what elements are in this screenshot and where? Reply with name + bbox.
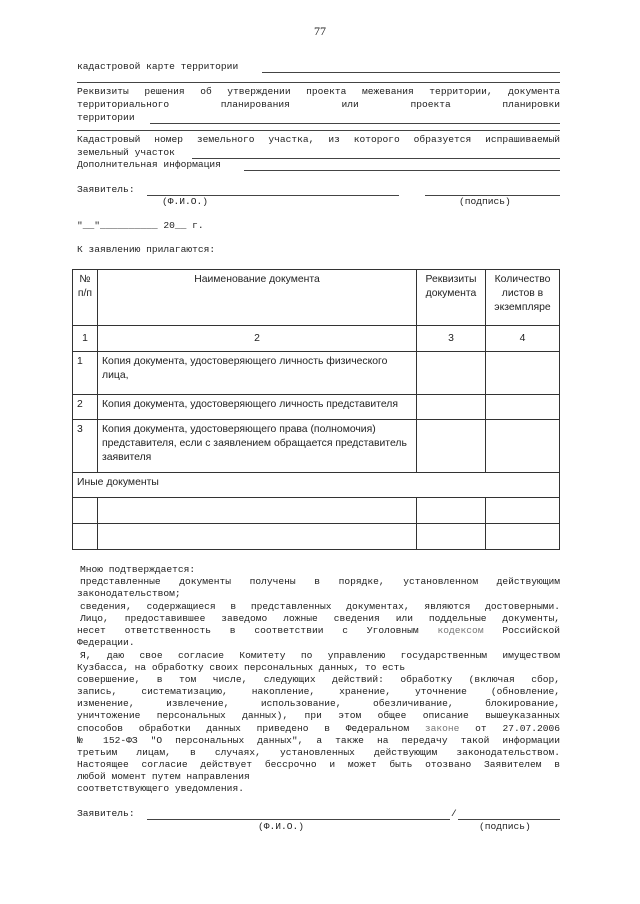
signature-caption: (подпись) xyxy=(459,196,511,207)
final-fio-caption: (Ф.И.О.) xyxy=(258,821,305,832)
cadastral-number-line1: Кадастровый номер земельного участка, из которого образуется испрашиваемый xyxy=(77,134,560,145)
header-num: № п/п xyxy=(73,270,98,326)
header-requisites: Реквизиты документа xyxy=(417,270,486,326)
page-number: 77 xyxy=(314,24,326,38)
row-num: 2 xyxy=(73,395,98,420)
row-num: 3 xyxy=(73,420,98,473)
additional-info-label: Дополнительная информация xyxy=(77,159,221,170)
final-name-line xyxy=(147,819,450,820)
applicant-label: Заявитель: xyxy=(77,184,135,195)
confirm-p3-text: Российской xyxy=(502,625,560,636)
consent-l7 xyxy=(77,723,560,736)
col-number: 2 xyxy=(98,326,417,352)
attachments-table xyxy=(72,269,560,550)
consent-l7-text: способов обработки данных приведено в Федеральном xyxy=(77,723,410,734)
fill-line xyxy=(150,123,560,124)
confirm-p1-l2: законодательством; xyxy=(77,588,181,599)
consent-l6: уничтожение персональных данных), при этом общее описание вышеуказанных xyxy=(77,710,560,721)
row-requisites-cell xyxy=(417,395,486,420)
slash: / xyxy=(451,808,457,819)
row-requisites-cell xyxy=(417,352,486,395)
consent-l7-text: от 27.07.2006 xyxy=(475,723,561,734)
date-line: "__"__________ 20__ г. xyxy=(77,220,204,231)
row-doc-name: Копия документа, удостоверяющего личность физического лица, xyxy=(98,352,417,395)
confirm-p3-l1: Лицо, предоставившее заведомо ложные сведения или поддельные документы, xyxy=(80,613,560,624)
confirm-p3-l2 xyxy=(77,625,560,638)
fio-caption: (Ф.И.О.) xyxy=(162,196,209,207)
col-number: 4 xyxy=(486,326,560,352)
table-row xyxy=(73,498,560,524)
row-num: 1 xyxy=(73,352,98,395)
table-row xyxy=(73,524,560,550)
row-count-cell xyxy=(486,395,560,420)
consent-l5: изменение, извлечение, использование, обезличивание, блокирование, xyxy=(77,698,560,709)
criminal-code-link[interactable]: кодексом xyxy=(437,625,484,636)
cadastral-number-line2: земельный участок xyxy=(77,147,175,158)
cadastral-map-label: кадастровой карте территории xyxy=(77,61,239,72)
other-docs-row: Иные документы xyxy=(73,473,560,498)
row-doc-name: Копия документа, удостоверяющего личность представителя xyxy=(98,395,417,420)
consent-l12: соответствующего уведомления. xyxy=(77,783,244,794)
fill-line xyxy=(244,170,560,171)
col-number: 3 xyxy=(417,326,486,352)
consent-l9: третьим лицам, в случаях, установленных действующим законодательством. xyxy=(77,747,560,758)
final-applicant-label: Заявитель: xyxy=(77,808,135,819)
final-signature-line xyxy=(458,819,560,820)
decision-requisites-line2: территориального планирования или проекта планировки xyxy=(77,99,560,110)
decision-requisites-line1: Реквизиты решения об утверждении проекта межевания территории, документа xyxy=(77,86,560,97)
table-row xyxy=(73,473,560,498)
table-row xyxy=(73,326,560,352)
table-row xyxy=(73,352,560,395)
consent-l10: Настоящее согласие действует бессрочно и может быть отозвано Заявителем в xyxy=(77,759,560,770)
confirm-p2: сведения, содержащиеся в представленных документах, являются достоверными. xyxy=(80,601,560,612)
header-name: Наименование документа xyxy=(98,270,417,326)
confirm-p3-text: несет ответственность в соответствии с Уголовным xyxy=(77,625,419,636)
consent-l2: Кузбасса, на обработку своих персональных данных, то есть xyxy=(77,662,406,673)
consent-l1: Я, даю свое согласие Комитету по управлению государственным имуществом xyxy=(80,650,560,661)
fill-line xyxy=(77,130,560,131)
final-signature-caption: (подпись) xyxy=(479,821,531,832)
fill-line xyxy=(262,72,560,73)
consent-l4: запись, систематизацию, накопление, хранение, уточнение (обновление, xyxy=(77,686,560,697)
header-count: Количество листов в экземпляре xyxy=(486,270,560,326)
row-count-cell xyxy=(486,420,560,473)
federal-law-link[interactable]: законе xyxy=(424,723,460,734)
confirm-title: Мною подтверждается: xyxy=(80,564,196,575)
col-number: 1 xyxy=(73,326,98,352)
row-doc-name: Копия документа, удостоверяющего права (полномочия) представителя, если с заявлением обращается представитель заявителя xyxy=(98,420,417,473)
table-row xyxy=(73,420,560,473)
row-count-cell xyxy=(486,352,560,395)
table-row xyxy=(73,395,560,420)
fill-line xyxy=(77,82,560,83)
fill-line xyxy=(192,158,560,159)
confirm-p1-l1: представленные документы получены в порядке, установленном действующим xyxy=(80,576,560,587)
consent-l11: любой момент путем направления xyxy=(77,771,250,782)
consent-l8: № 152-ФЗ "О персональных данных", а также на передачу такой информации xyxy=(77,735,560,746)
consent-l3: совершение, в том числе, следующих действий: обработку (включая сбор, xyxy=(77,674,560,685)
table-header-row xyxy=(73,270,560,326)
attachments-label: К заявлению прилагаются: xyxy=(77,244,216,255)
decision-requisites-line3: территории xyxy=(77,112,135,123)
row-requisites-cell xyxy=(417,420,486,473)
confirm-p3-l3: Федерации. xyxy=(77,637,135,648)
